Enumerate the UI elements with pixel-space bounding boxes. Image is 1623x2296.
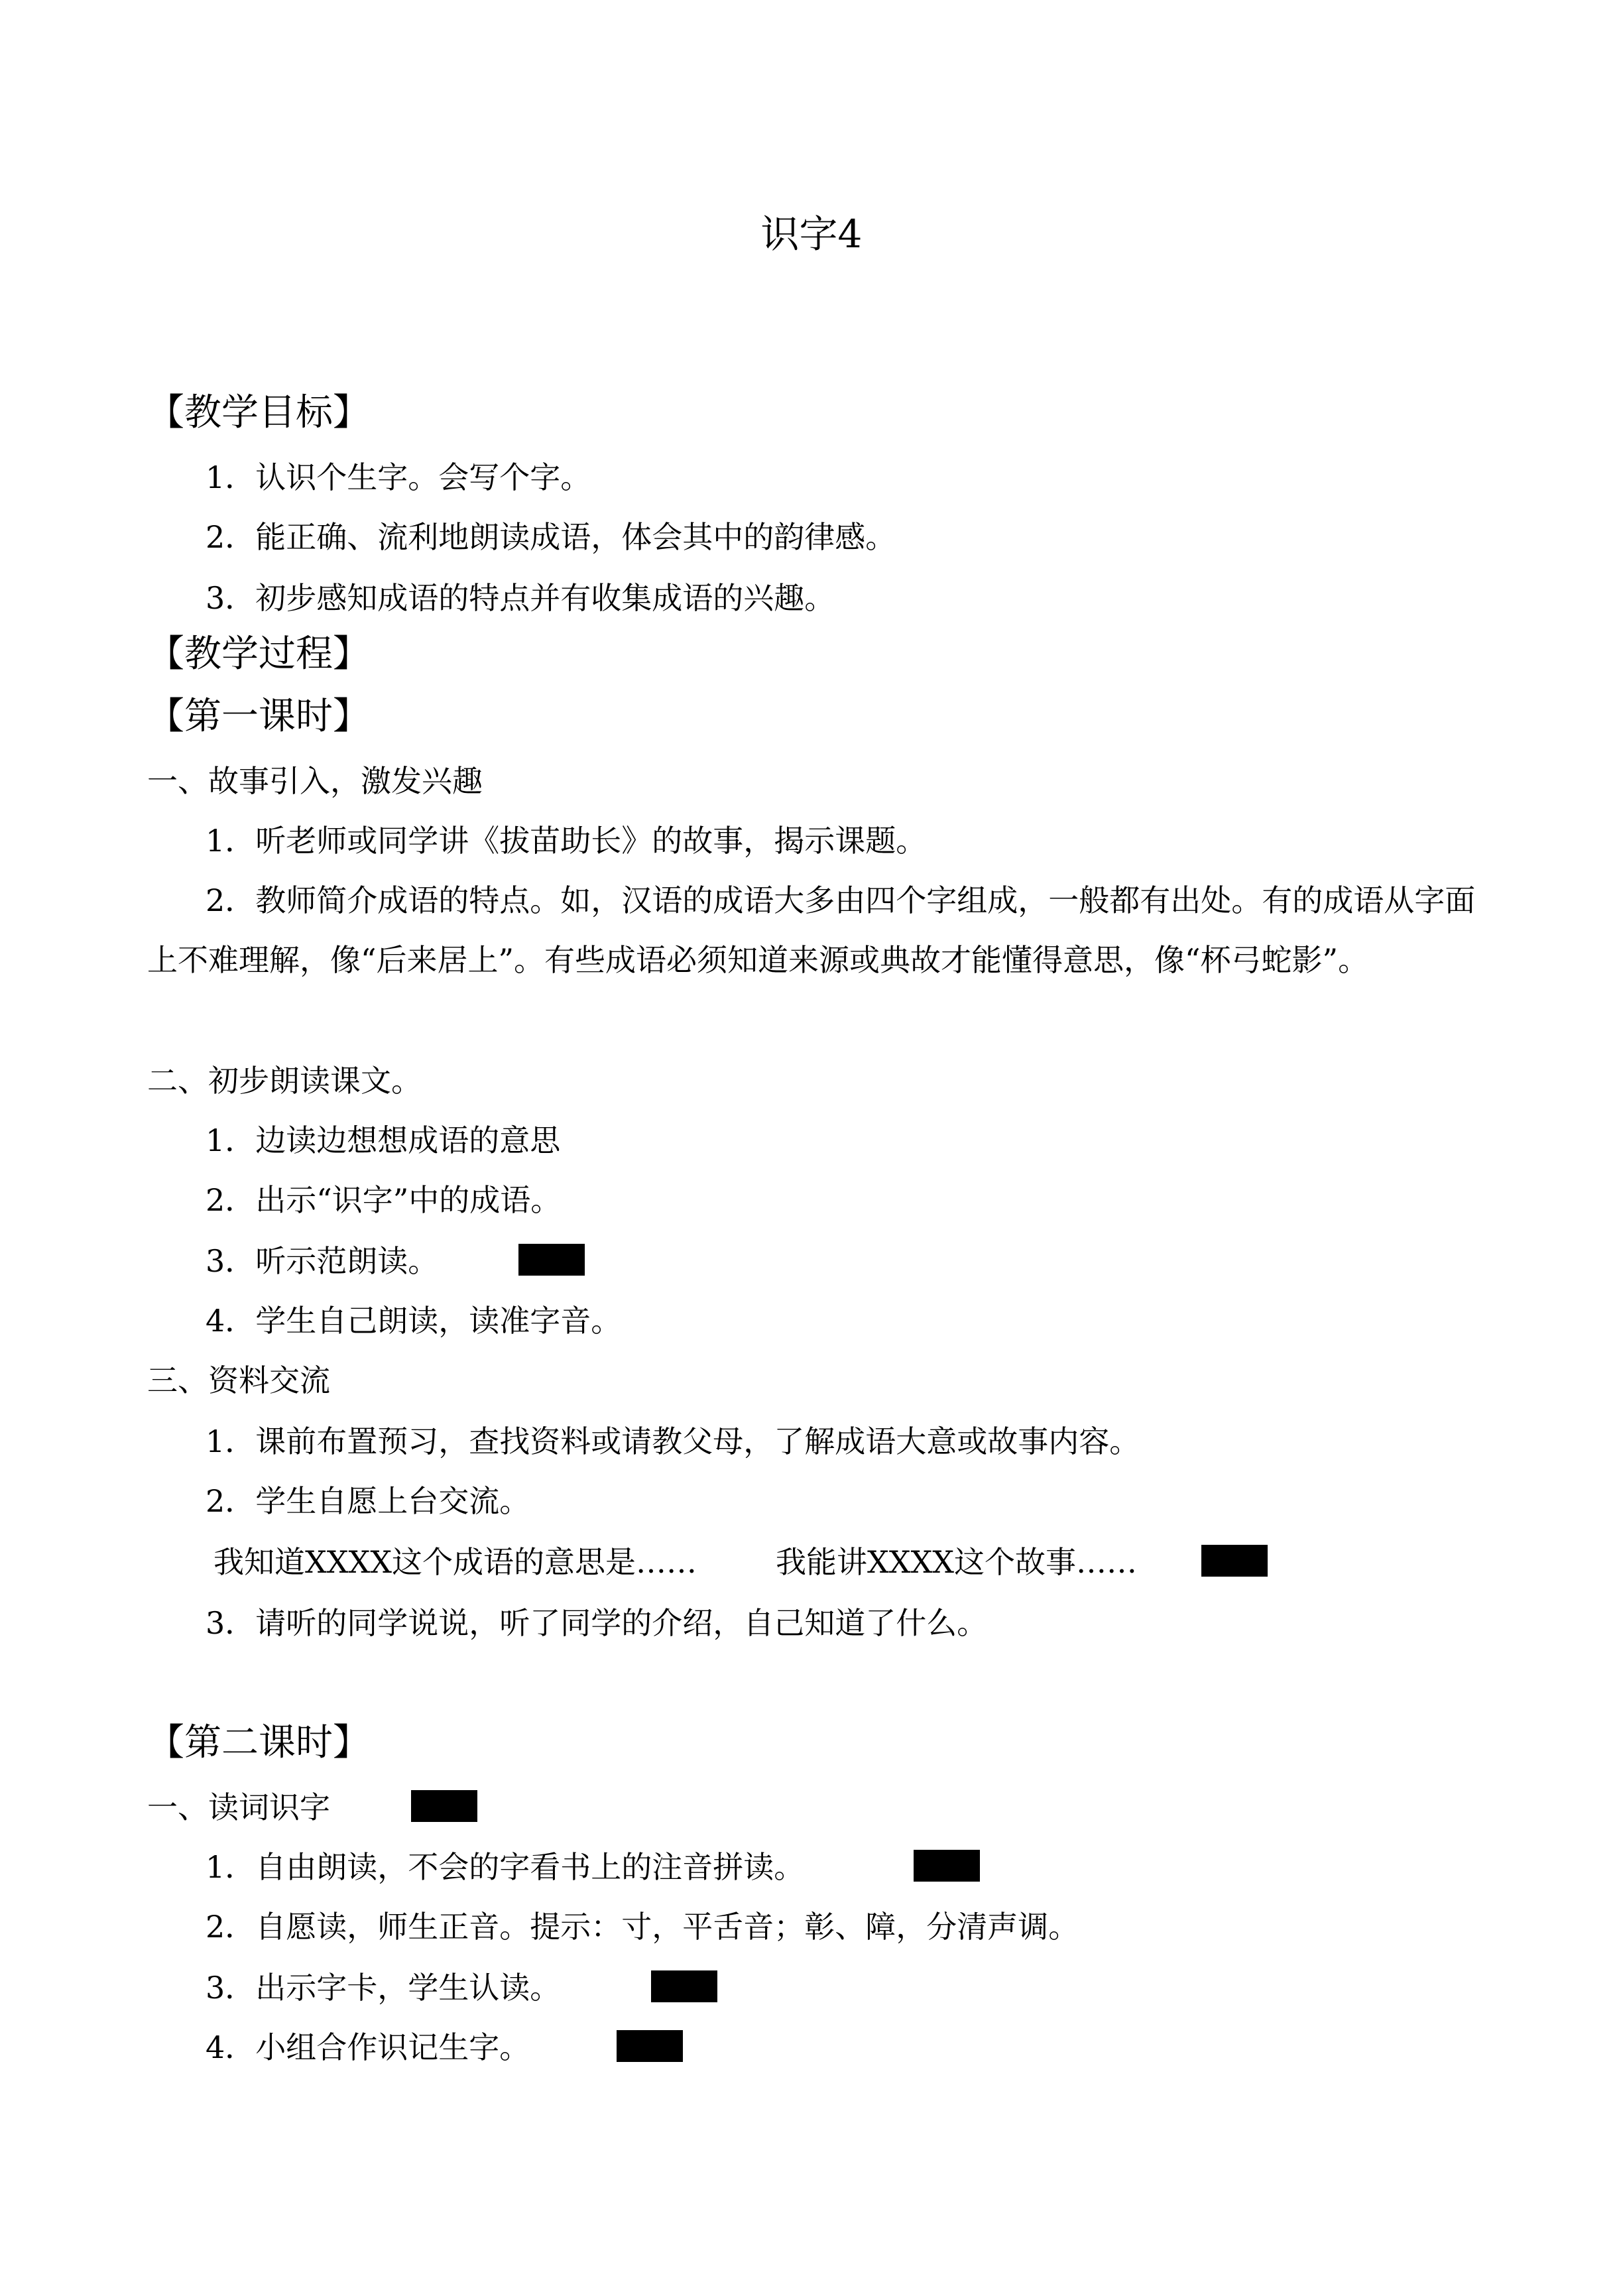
lesson1-section3-example-a: 我知道XXXX这个成语的意思是…… [213,1544,697,1580]
goals-heading: 【教学目标】 [147,391,370,434]
lesson1-section3-title: 三、资料交流 [147,1362,330,1398]
page-title: 识字4 [760,211,863,257]
lesson1-section2-title: 二、初步朗读课文。 [147,1063,422,1099]
lesson1-heading: 【第一课时】 [147,695,370,738]
redaction-box [1201,1545,1268,1577]
lesson1-section1-item-2: 2．教师简介成语的特点。如，汉语的成语大多由四个字组成，一般都有出处。有的成语从字面上不难理解，像“后来居上”。有些成语必须知道来源或典故才能懂得意思，像“杯弓蛇影”。 [147,882,1476,978]
redaction-box [617,2030,683,2062]
lesson1-section3-item-1: 1．课前布置预习，查找资料或请教父母，了解成语大意或故事内容。 [206,1423,1140,1459]
lesson2-section1-item-3: 3．出示字卡，学生认读。 [206,1970,561,2006]
lesson1-section3-item-2: 2．学生自愿上台交流。 [206,1483,530,1519]
lesson1-section2-item-2: 2．出示“识字”中的成语。 [206,1182,562,1218]
lesson2-heading: 【第二课时】 [147,1721,370,1764]
lesson1-section3-item-3: 3．请听的同学说说，听了同学的介绍，自己知道了什么。 [206,1605,988,1641]
lesson2-section1-item-2: 2．自愿读，师生正音。提示：寸，平舌音；彰、障，分清声调。 [206,1909,1079,1945]
redaction-box [914,1850,980,1882]
lesson1-section1-item-1: 1．听老师或同学讲《拔苗助长》的故事，揭示课题。 [206,823,927,859]
lesson1-section2-item-3: 3．听示范朗读。 [206,1243,439,1279]
lesson1-section1-title: 一、故事引入，激发兴趣 [147,763,483,799]
lesson1-section2-item-1: 1．边读边想想成语的意思 [206,1122,561,1158]
lesson1-section2-item-4: 4．学生自己朗读，读准字音。 [206,1303,622,1339]
lesson2-section1-item-4: 4．小组合作识记生字。 [206,2029,530,2065]
redaction-box [518,1244,585,1276]
lesson1-section3-example-b: 我能讲XXXX这个故事…… [776,1544,1137,1580]
lesson2-section1-title: 一、读词识字 [147,1789,330,1825]
process-heading: 【教学过程】 [147,633,370,676]
lesson2-section1-item-1: 1．自由朗读，不会的字看书上的注音拼读。 [206,1849,805,1885]
goal-item-3: 3．初步感知成语的特点并有收集成语的兴趣。 [206,580,835,616]
redaction-box [651,1970,717,2002]
goal-item-1: 1．认识个生字。会写个字。 [206,459,591,495]
redaction-box [411,1790,477,1822]
goal-item-2: 2．能正确、流利地朗读成语，体会其中的韵律感。 [206,519,896,555]
